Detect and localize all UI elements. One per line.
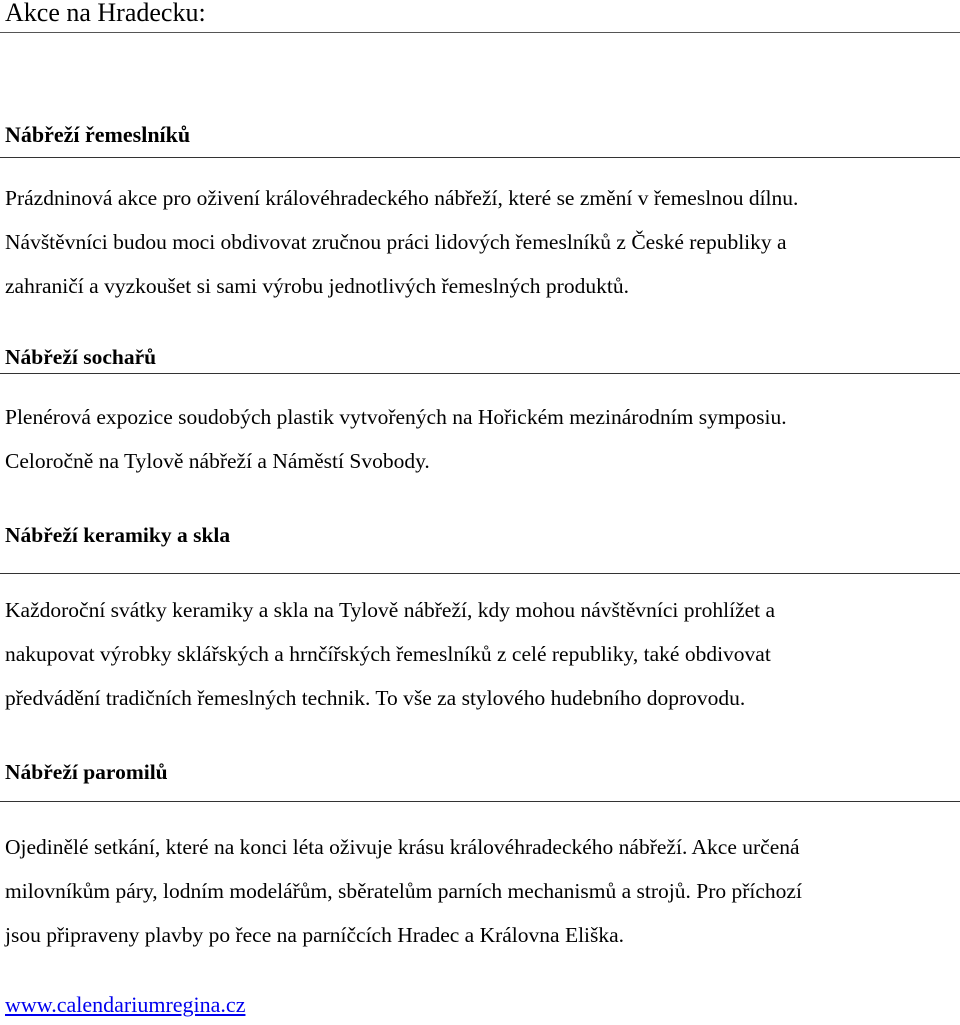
paragraph-line: Ojedinělé setkání, které na konci léta oživuje krásu královéhradeckého nábřeží. Akce určená xyxy=(5,835,800,859)
section-divider xyxy=(0,573,960,574)
section-heading: Nábřeží řemeslníků xyxy=(5,122,191,147)
section-heading: Nábřeží sochařů xyxy=(5,345,157,369)
paragraph-line: Prázdninová akce pro oživení královéhradeckého nábřeží, které se změní v řemeslnou dílnu. xyxy=(5,186,799,210)
section-nabrezi-keramiky-a-skla xyxy=(5,520,955,710)
section-paragraph xyxy=(5,176,960,308)
section-nabrezi-remeslniku xyxy=(5,120,955,298)
section-heading: Nábřeží paromilů xyxy=(5,760,168,784)
paragraph-line: milovníkům páry, lodním modelářům, sběratelům parních mechanismů a strojů. Pro příchozí xyxy=(5,879,802,903)
section-divider xyxy=(0,373,960,374)
paragraph-line: Každoroční svátky keramiky a skla na Tylově nábřeží, kdy mohou návštěvníci prohlížet a xyxy=(5,598,776,622)
paragraph-line: Plenérová expozice soudobých plastik vytvořených na Hořickém mezinárodním symposiu. xyxy=(5,405,787,429)
section-heading: Nábřeží keramiky a skla xyxy=(5,523,231,547)
paragraph-line: nakupovat výrobky sklářských a hrnčířských řemeslníků z celé republiky, také obdivovat xyxy=(5,642,771,666)
section-divider xyxy=(0,801,960,802)
paragraph-line: jsou připraveny plavby po řece na parníčcích Hradec a Královna Eliška. xyxy=(5,923,625,947)
paragraph-line: Celoročně na Tylově nábřeží a Náměstí Svobody. xyxy=(5,449,430,473)
section-paragraph xyxy=(5,588,960,720)
section-paragraph xyxy=(5,825,960,957)
page-title: Akce na Hradecku: xyxy=(5,0,206,27)
title-divider xyxy=(0,32,960,33)
section-divider xyxy=(0,157,960,158)
website-link[interactable]: www.calendariumregina.cz xyxy=(5,992,246,1017)
section-nabrezi-socharu xyxy=(5,342,955,473)
section-paragraph xyxy=(5,395,960,483)
paragraph-line: předvádění tradičních řemeslných technik. To vše za stylového hudebního doprovodu. xyxy=(5,686,746,710)
paragraph-line: Návštěvníci budou moci obdivovat zručnou práci lidových řemeslníků z České republiky a xyxy=(5,230,787,254)
section-nabrezi-paromilu xyxy=(5,757,955,947)
paragraph-line: zahraničí a vyzkoušet si sami výrobu jednotlivých řemeslných produktů. xyxy=(5,274,629,298)
